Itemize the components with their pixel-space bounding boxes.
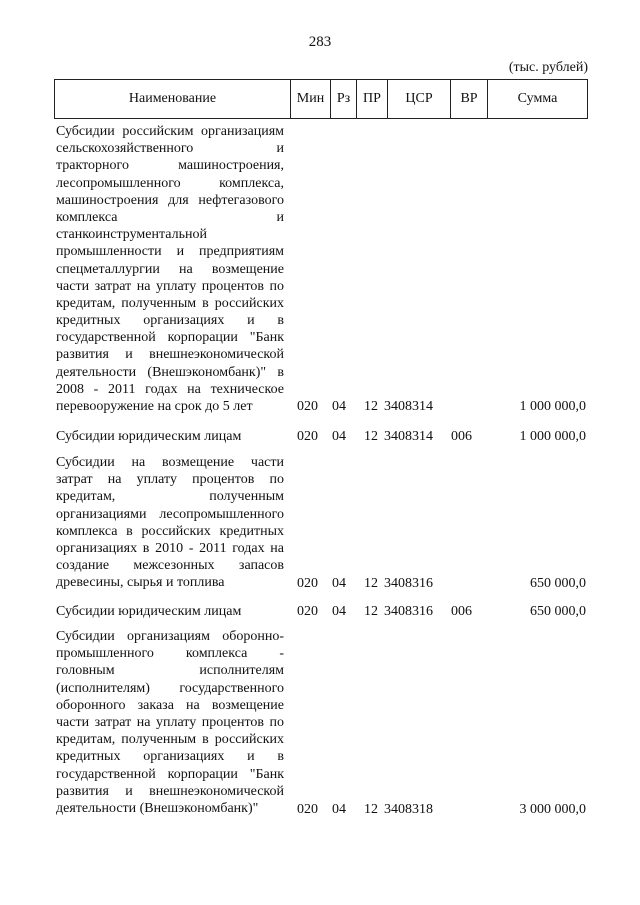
cell-csr: 3408316 — [384, 604, 433, 619]
cell-vr: 006 — [451, 429, 472, 444]
cell-vr: 006 — [451, 604, 472, 619]
units-label: (тыс. рублей) — [508, 60, 588, 75]
cell-sum: 1 000 000,0 — [519, 429, 586, 444]
name-line: развития и внешнеэкономической — [56, 347, 284, 363]
cell-min: 020 — [297, 576, 318, 591]
row-name — [56, 628, 284, 817]
cell-csr: 3408318 — [384, 802, 433, 817]
row-name — [56, 603, 284, 620]
cell-min: 020 — [297, 429, 318, 444]
header-min: Мин — [291, 80, 331, 119]
row-name — [56, 123, 284, 415]
name-line: кредитам, полученным в российских — [56, 295, 284, 311]
cell-sum: 650 000,0 — [530, 576, 586, 591]
name-line: спецметаллургии на возмещение — [56, 261, 284, 277]
row-name — [56, 454, 284, 592]
cell-csr: 3408314 — [384, 429, 433, 444]
cell-sum: 3 000 000,0 — [519, 802, 586, 817]
name-line: древесины, сырья и топлива — [56, 575, 225, 591]
name-line: создание межсезонных запасов — [56, 558, 284, 574]
name-line: промышленного комплекса - — [56, 646, 284, 662]
name-line: организациями лесопромышленного — [56, 506, 284, 522]
cell-pr: 12 — [364, 576, 378, 591]
table-row — [54, 454, 588, 592]
name-line: государственной корпорации "Банк — [56, 330, 284, 346]
cell-rz: 04 — [332, 576, 346, 591]
name-line: части затрат на уплату процентов по — [56, 278, 284, 294]
name-line: машиностроения для нефтегазового — [56, 192, 284, 208]
cell-pr: 12 — [364, 604, 378, 619]
table-header — [54, 79, 588, 119]
name-line: промышленности и предприятиям — [56, 244, 284, 260]
name-line: государственной корпорации "Банк — [56, 766, 284, 782]
cell-rz: 04 — [332, 802, 346, 817]
cell-min: 020 — [297, 604, 318, 619]
header-sum: Сумма — [488, 80, 588, 119]
header-vr: ВР — [451, 80, 488, 119]
name-line: Субсидии организациям оборонно- — [56, 629, 284, 644]
cell-rz: 04 — [332, 399, 346, 414]
row-name — [56, 428, 284, 445]
cell-csr: 3408316 — [384, 576, 433, 591]
header-name: Наименование — [55, 80, 291, 119]
name-line: станкоинструментальной — [56, 227, 207, 243]
cell-sum: 1 000 000,0 — [519, 399, 586, 414]
name-line: кредитных организациях и в — [56, 313, 284, 329]
name-line: головным исполнителям — [56, 663, 284, 679]
name-line: затрат на уплату процентов по — [56, 472, 284, 488]
cell-min: 020 — [297, 399, 318, 414]
table-row — [54, 123, 588, 415]
name-line: перевооружение на срок до 5 лет — [56, 399, 253, 414]
name-line: организациях в 2010 - 2011 годах на — [56, 540, 284, 556]
cell-pr: 12 — [364, 802, 378, 817]
name-line: деятельности (Внешэкономбанк)" — [56, 800, 259, 816]
table-row — [54, 628, 588, 818]
name-line: развития и внешнеэкономической — [56, 783, 284, 799]
header-rz: Рз — [331, 80, 357, 119]
page-number: 283 — [308, 34, 332, 50]
name-line: Субсидии российским организациям — [56, 124, 284, 139]
name-line: Субсидии юридическим лицам — [56, 604, 242, 619]
name-line: 2008 - 2011 годах на техническое — [56, 381, 284, 397]
cell-rz: 04 — [332, 604, 346, 619]
name-line: кредитам, полученным в российских — [56, 732, 284, 748]
name-line: (исполнителям) государственного — [56, 680, 284, 696]
table-row — [54, 428, 588, 445]
cell-min: 020 — [297, 802, 318, 817]
name-line: деятельности (Внешэкономбанк)" в — [56, 364, 284, 380]
name-line: Субсидии юридическим лицам — [56, 429, 242, 444]
name-line: сельскохозяйственного и — [56, 141, 284, 157]
name-line: кредитам, полученным — [56, 489, 284, 505]
cell-pr: 12 — [364, 399, 378, 414]
table-row — [54, 603, 588, 620]
name-line: кредитных организациях и в — [56, 749, 284, 765]
name-line: комплекса и — [56, 209, 284, 225]
cell-csr: 3408314 — [384, 399, 433, 414]
cell-rz: 04 — [332, 429, 346, 444]
name-line: Субсидии на возмещение части — [56, 455, 284, 470]
name-line: оборонного заказа на возмещение — [56, 697, 284, 713]
cell-pr: 12 — [364, 429, 378, 444]
header-pr: ПР — [357, 80, 388, 119]
name-line: тракторного машиностроения, — [56, 158, 284, 174]
name-line: комплекса в российских кредитных — [56, 523, 284, 539]
cell-sum: 650 000,0 — [530, 604, 586, 619]
name-line: части затрат на уплату процентов по — [56, 714, 284, 730]
name-line: лесопромышленного комплекса, — [56, 175, 284, 191]
header-csr: ЦСР — [388, 80, 451, 119]
